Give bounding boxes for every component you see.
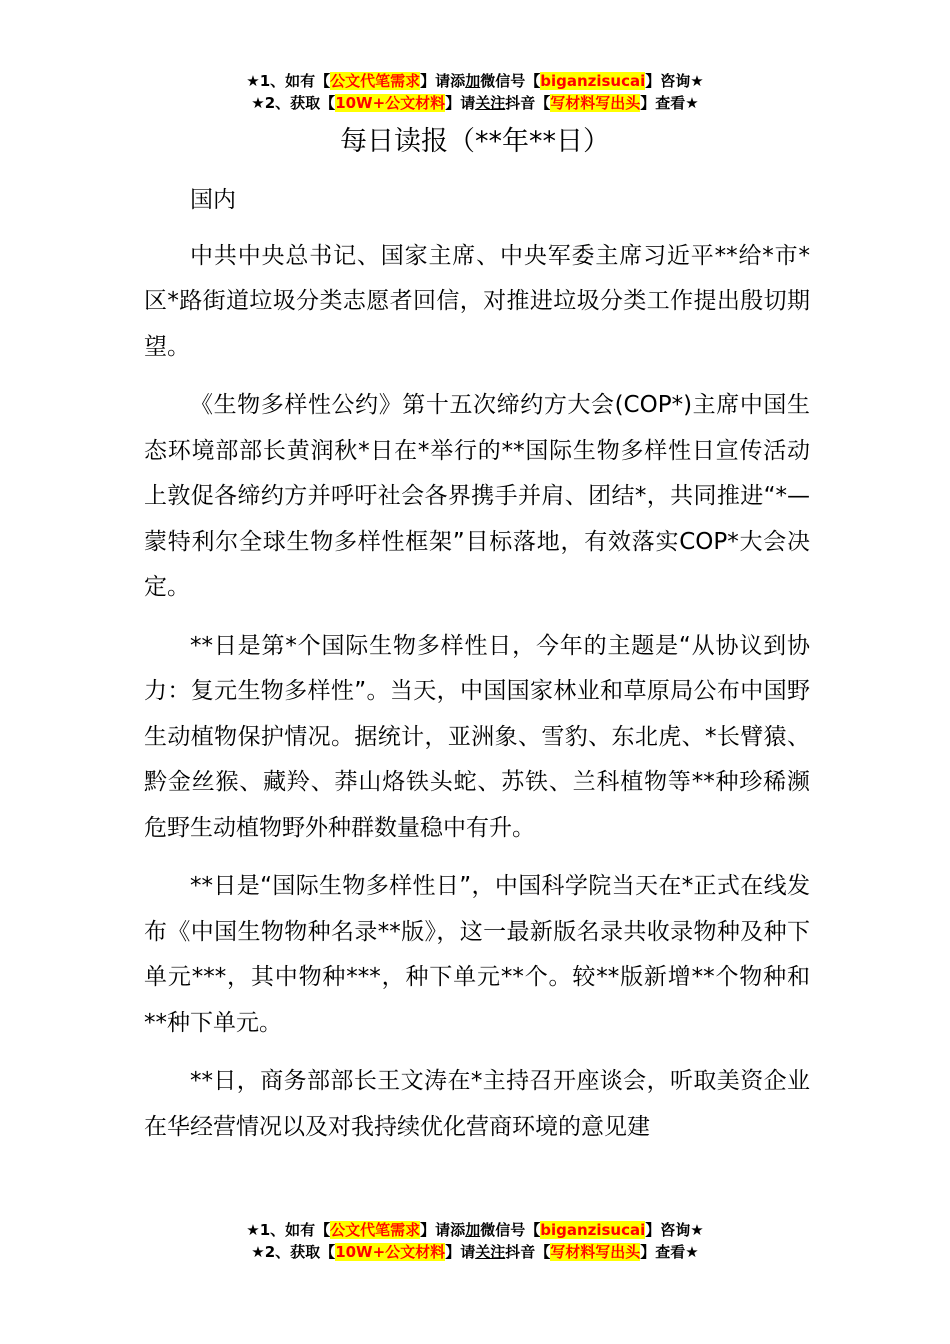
document-body bbox=[144, 178, 810, 1163]
banner-text: 抖音【 bbox=[505, 1243, 551, 1261]
section-heading: 国内 bbox=[190, 187, 236, 213]
paragraph: **日是“国际生物多样性日”，中国科学院当天在*正式在线发布《中国生物物种名录**版》，这一最新版名录共收录物种及种下单元***，其中物种***，种下单元**个。较**版新增**个物种和**种下单元。 bbox=[144, 873, 810, 1036]
banner-underline: 关注 bbox=[475, 94, 506, 112]
banner-highlight: 10W+公文材料 bbox=[335, 1243, 446, 1261]
banner-line-1 bbox=[0, 70, 950, 92]
banner-highlight: biganzisucai bbox=[540, 72, 646, 90]
paragraph: **日，商务部部长王文涛在*主持召开座谈会，听取美资企业在华经营情况以及对我持续优化营商环境的意见建 bbox=[144, 1068, 810, 1140]
banner-text: 】咨询★ bbox=[645, 1221, 704, 1239]
banner-text: 微信号【 bbox=[480, 72, 541, 90]
banner-text: 】请添 bbox=[420, 1221, 466, 1239]
banner-text: 】查看★ bbox=[640, 1243, 699, 1261]
banner-line-2 bbox=[0, 1241, 950, 1263]
paragraph: 《生物多样性公约》第十五次缔约方大会(COP*)主席中国生态环境部部长黄润秋*日在*举行的**国际生物多样性日宣传活动上敦促各缔约方并呼吁社会各界携手并肩、团结*，共同推进“*—蒙特利尔全球生物多样性框架”目标落地，有效落实COP*大会决定。 bbox=[144, 392, 810, 600]
banner-line-2 bbox=[0, 92, 950, 114]
banner-highlight: 写材料写出头 bbox=[550, 1243, 641, 1261]
banner-text: ★1、如有【 bbox=[246, 1221, 331, 1239]
document-title: 每日读报（**年**日） bbox=[340, 126, 610, 157]
banner-highlight: 公文代笔需求 bbox=[330, 1221, 421, 1239]
banner-text: ★1、如有【 bbox=[246, 72, 331, 90]
banner-underline: 加 bbox=[465, 72, 481, 90]
paragraph: **日是第*个国际生物多样性日，今年的主题是“从协议到协力：复元生物多样性”。当天，中国国家林业和草原局公布中国野生动植物保护情况。据统计，亚洲象、雪豹、东北虎、*长臂猿、黔金丝猴、藏羚、莽山烙铁头蛇、苏铁、兰科植物等**种珍稀濒危野生动植物野外种群数量稳中有升。 bbox=[144, 632, 810, 841]
banner-text: 】查看★ bbox=[640, 94, 699, 112]
footer-banner bbox=[0, 1219, 950, 1263]
banner-text: ★2、获取【 bbox=[251, 94, 336, 112]
banner-text: 抖音【 bbox=[505, 94, 551, 112]
banner-underline: 加 bbox=[465, 1221, 481, 1239]
header-banner bbox=[0, 70, 950, 114]
banner-text: 】请 bbox=[445, 94, 476, 112]
banner-underline: 关注 bbox=[475, 1243, 506, 1261]
banner-text: 】请添 bbox=[420, 72, 466, 90]
banner-text: 】请 bbox=[445, 1243, 476, 1261]
banner-highlight: 写材料写出头 bbox=[550, 94, 641, 112]
banner-text: ★2、获取【 bbox=[251, 1243, 336, 1261]
banner-highlight: 公文代笔需求 bbox=[330, 72, 421, 90]
paragraph: 中共中央总书记、国家主席、中央军委主席习近平**给*市*区*路街道垃圾分类志愿者回信，对推进垃圾分类工作提出殷切期望。 bbox=[144, 242, 810, 360]
banner-line-1 bbox=[0, 1219, 950, 1241]
banner-highlight: 10W+公文材料 bbox=[335, 94, 446, 112]
banner-highlight: biganzisucai bbox=[540, 1221, 646, 1239]
banner-text: 微信号【 bbox=[480, 1221, 541, 1239]
banner-text: 】咨询★ bbox=[645, 72, 704, 90]
